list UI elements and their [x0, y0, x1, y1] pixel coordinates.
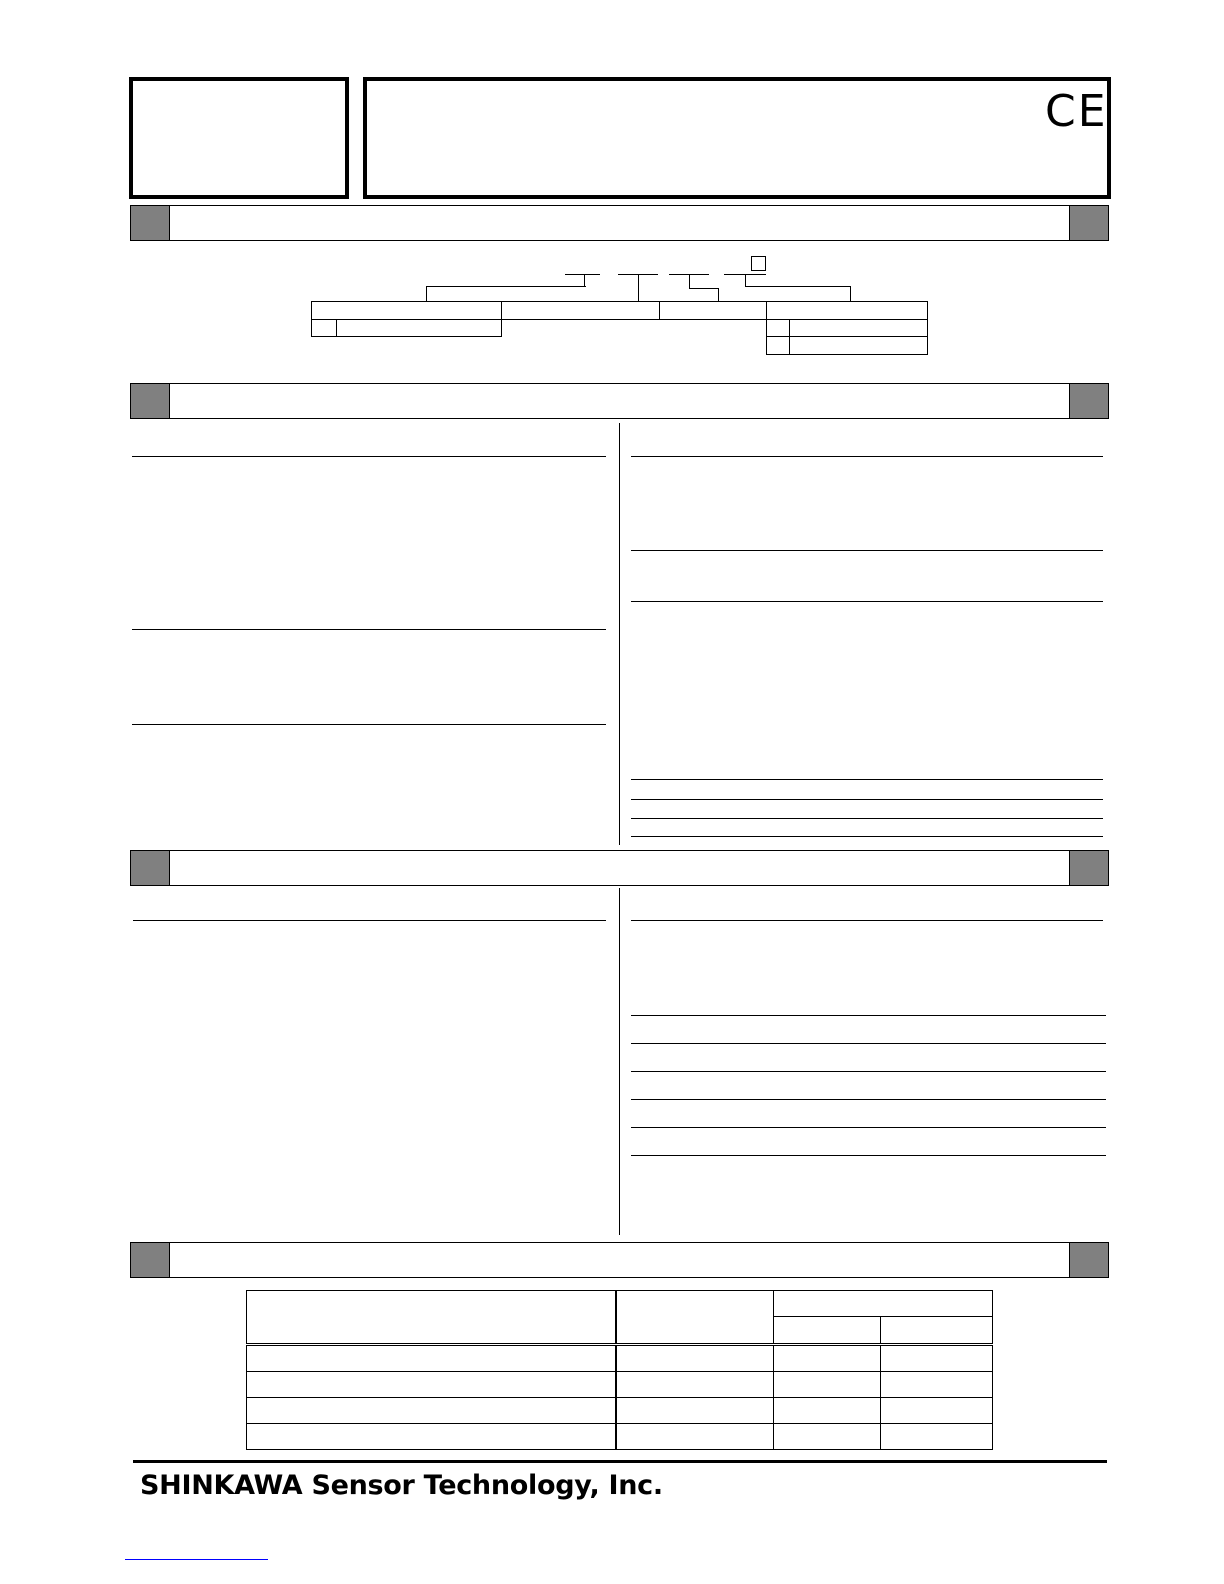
table-header-cell [774, 1317, 881, 1345]
section-marker-left [131, 1243, 170, 1277]
spec-rule [132, 629, 606, 630]
connector [638, 274, 639, 301]
ce-mark-logo: CE [1045, 86, 1108, 137]
table-cell [616, 1424, 774, 1450]
connector [718, 288, 719, 301]
section-marker-right [1069, 206, 1108, 240]
code-header-cell-4 [766, 301, 928, 320]
table-row [247, 1345, 993, 1372]
section-marker-right [1069, 851, 1108, 885]
spec-rule [631, 1155, 1106, 1156]
spec-table [246, 1290, 993, 1450]
spec-rule [132, 456, 606, 457]
spec-rule [631, 550, 1103, 551]
code-option-value [789, 336, 928, 355]
connector [689, 288, 719, 289]
section-marker-left [131, 851, 170, 885]
spec-rule [631, 1071, 1106, 1072]
connector [850, 286, 851, 301]
table-cell [247, 1398, 617, 1424]
table-cell [247, 1424, 617, 1450]
column-divider [619, 888, 620, 1235]
spec-rule [631, 799, 1103, 800]
table-cell [247, 1345, 617, 1372]
code-option-value [789, 319, 928, 337]
table-cell [616, 1398, 774, 1424]
table-row [247, 1424, 993, 1450]
connector [745, 286, 851, 287]
section-marker-left [131, 384, 170, 418]
table-cell [881, 1424, 993, 1450]
connector [426, 286, 427, 301]
code-option-key [766, 319, 790, 337]
company-name: SHINKAWA Sensor Technology, Inc. [140, 1470, 663, 1501]
code-header-cell-1 [311, 301, 502, 320]
table-cell [774, 1345, 881, 1372]
footer-link[interactable] [125, 1549, 268, 1560]
table-cell [881, 1398, 993, 1424]
section-marker-right [1069, 1243, 1108, 1277]
section-bar-2 [130, 383, 1109, 419]
table-cell [616, 1372, 774, 1398]
table-header-cell [881, 1317, 993, 1345]
code-option-value [336, 319, 502, 337]
spec-rule [132, 724, 606, 725]
spec-rule [631, 1127, 1106, 1128]
column-divider [619, 423, 620, 845]
connector [745, 274, 746, 286]
section-marker-left [131, 206, 170, 240]
spec-rule [631, 818, 1103, 819]
section-bar-3 [130, 850, 1109, 886]
connector [689, 274, 690, 288]
code-option-key [766, 336, 790, 355]
model-box [129, 77, 349, 199]
spec-rule [631, 779, 1103, 780]
code-option-key [311, 319, 337, 337]
section-bar-1 [130, 205, 1109, 241]
table-row [247, 1398, 993, 1424]
table-header-cell [774, 1291, 993, 1317]
connector [426, 286, 586, 287]
section-bar-4 [130, 1242, 1109, 1278]
spec-rule [631, 836, 1103, 837]
code-segment-1 [565, 274, 600, 275]
table-header-cell [616, 1291, 774, 1345]
spec-rule [631, 920, 1103, 921]
table-cell [616, 1345, 774, 1372]
code-header-cell-2 [501, 301, 660, 320]
option-checkbox [751, 256, 766, 271]
table-cell [774, 1398, 881, 1424]
connector [584, 274, 585, 286]
table-cell [774, 1424, 881, 1450]
spec-rule [631, 601, 1103, 602]
table-cell [881, 1372, 993, 1398]
table-cell [774, 1372, 881, 1398]
table-cell [247, 1372, 617, 1398]
footer-rule [133, 1460, 1107, 1463]
section-marker-right [1069, 384, 1108, 418]
spec-rule [631, 456, 1103, 457]
table-cell [881, 1345, 993, 1372]
code-header-cell-3 [659, 301, 767, 320]
spec-rule [631, 1015, 1106, 1016]
table-header-cell [247, 1291, 617, 1345]
spec-rule [631, 1099, 1106, 1100]
spec-rule [133, 920, 606, 921]
table-header-row [247, 1291, 993, 1317]
spec-rule [631, 1043, 1106, 1044]
table-row [247, 1372, 993, 1398]
title-box [363, 77, 1111, 199]
